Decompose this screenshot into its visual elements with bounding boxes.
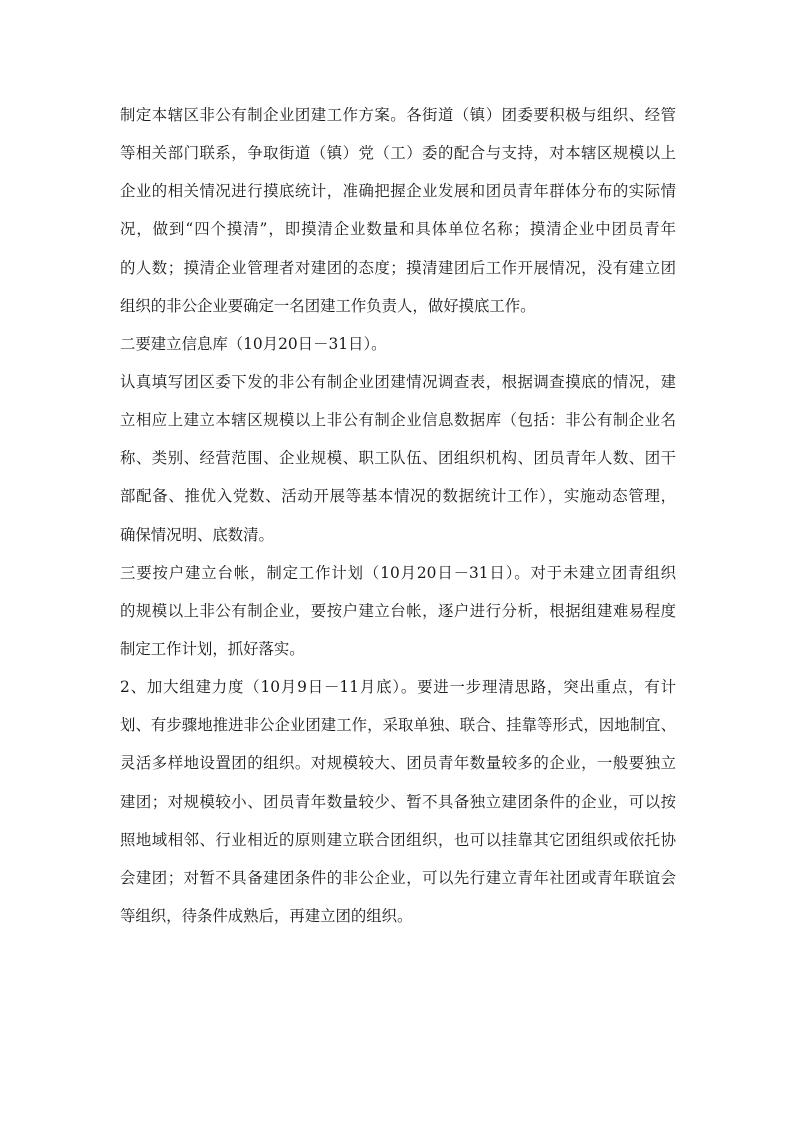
- text-line: 制定工作计划，抓好落实。: [120, 639, 305, 658]
- text-line: 等组织，待条件成熟后，再建立团的组织。: [120, 906, 413, 925]
- text-line: 会建团；对暂不具备建团条件的非公企业，可以先行建立青年社团或青年联谊会: [120, 868, 676, 887]
- text-line: 照地域相邻、行业相近的原则建立联合团组织，也可以挂靠其它团组织或依托协: [120, 830, 676, 849]
- text-line: 制定本辖区非公有制企业团建工作方案。各街道（镇）团委要积极与组织、经管: [120, 106, 676, 124]
- text-line: 的规模以上非公有制企业，要按户建立台帐，逐户进行分析，根据组建难易程度: [120, 601, 676, 620]
- text-line: 的人数；摸清企业管理者对建团的态度；摸清建团后工作开展情况，没有建立团: [120, 258, 676, 277]
- text-line: 三要按户建立台帐，制定工作计划（10月20日－31日）。对于未建立团青组织: [120, 563, 676, 582]
- text-line: 划、有步骤地推进非公企业团建工作，采取单独、联合、挂靠等形式，因地制宜、: [120, 716, 676, 735]
- text-line: 况，做到“四个摸清”，即摸清企业数量和具体单位名称；摸清企业中团员青年: [120, 220, 676, 239]
- body-text: [120, 96, 676, 935]
- text-line: 称、类别、经营范围、企业规模、职工队伍、团组织机构、团员青年人数、团干: [120, 449, 676, 468]
- text-line: 建团；对规模较小、团员青年数量较少、暂不具备独立建团条件的企业，可以按: [120, 792, 676, 811]
- text-line: 等相关部门联系，争取街道（镇）党（工）委的配合与支持，对本辖区规模以上: [120, 144, 676, 163]
- text-line: 认真填写团区委下发的非公有制企业团建情况调查表，根据调查摸底的情况，建: [120, 372, 676, 391]
- text-line: 部配备、推优入党数、活动开展等基本情况的数据统计工作），实施动态管理，: [120, 487, 676, 506]
- text-line: 灵活多样地设置团的组织。对规模较大、团员青年数量较多的企业，一般要独立: [120, 754, 676, 773]
- text-line: 组织的非公企业要确定一名团建工作负责人，做好摸底工作。: [120, 296, 536, 315]
- text-line: 确保情况明、底数清。: [120, 525, 274, 544]
- text-line: 立相应上建立本辖区规模以上非公有制企业信息数据库（包括：非公有制企业名: [120, 411, 676, 430]
- text-line: 2、加大组建力度（10月9日－11月底）。要进一步理清思路，突出重点，有计: [120, 678, 676, 697]
- text-line: 企业的相关情况进行摸底统计，准确把握企业发展和团员青年群体分布的实际情: [120, 182, 676, 201]
- section-heading: 二要建立信息库（10月20日－31日）。: [120, 334, 387, 353]
